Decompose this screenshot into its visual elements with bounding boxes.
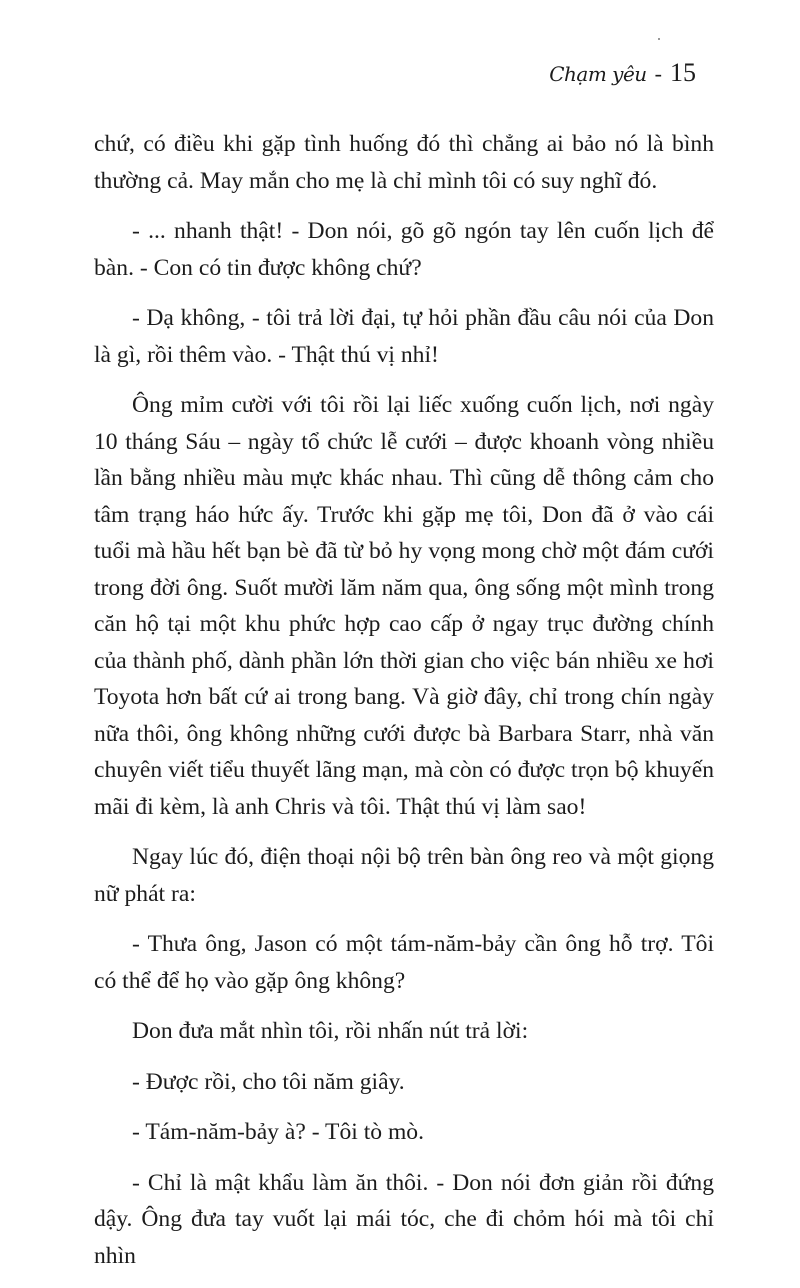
paragraph: - Thưa ông, Jason có một tám-năm-bảy cần ông hỗ trợ. Tôi có thể để họ vào gặp ông không?	[94, 931, 714, 994]
paragraph: chứ, có điều khi gặp tình huống đó thì chẳng ai bảo nó là bình thường cả. May mắn cho mẹ là chỉ mình tôi có suy nghĩ đó.	[94, 131, 714, 194]
paper-speck	[658, 38, 660, 40]
paragraph: Ông mỉm cười với tôi rồi lại liếc xuống cuốn lịch, nơi ngày 10 tháng Sáu – ngày tổ chức lễ cưới – được khoanh vòng nhiều lần bằng nhiều màu mực khác nhau. Thì cũng dễ thông cảm cho tâm trạng háo hức ấy. Trước khi gặp mẹ tôi, Don đã ở vào cái tuổi mà hầu hết bạn bè đã từ bỏ hy vọng mong chờ một đám cưới trong đời ông. Suốt mười lăm năm qua, ông sống một mình trong căn hộ tại một khu phức hợp cao cấp ở ngay trục đường chính của thành phố, dành phần lớn thời gian cho việc bán nhiều xe hơi Toyota hơn bất cứ ai trong bang. Và giờ đây, chỉ trong chín ngày nữa thôi, ông không những cưới được bà Barbara Starr, nhà văn chuyên viết tiểu thuyết lãng mạn, mà còn có được trọn bộ khuyến mãi đi kèm, là anh Chris và tôi. Thật thú vị làm sao!	[94, 392, 714, 820]
page-number: 15	[670, 58, 696, 87]
running-header	[549, 58, 696, 88]
header-separator: -	[654, 61, 662, 86]
paragraph: - Dạ không, - tôi trả lời đại, tự hỏi phần đầu câu nói của Don là gì, rồi thêm vào. - Thật thú vị nhỉ!	[94, 305, 714, 368]
page-body	[94, 126, 714, 1288]
running-title: Chạm yêu	[549, 62, 647, 86]
paragraph: Ngay lúc đó, điện thoại nội bộ trên bàn ông reo và một giọng nữ phát ra:	[94, 844, 714, 907]
paragraph: - Tám-năm-bảy à? - Tôi tò mò.	[132, 1119, 424, 1145]
paragraph: - Chỉ là mật khẩu làm ăn thôi. - Don nói đơn giản rồi đứng dậy. Ông đưa tay vuốt lại mái tóc, che đi chỏm hói mà tôi chỉ nhìn	[94, 1169, 714, 1269]
paragraph: - ... nhanh thật! - Don nói, gõ gõ ngón tay lên cuốn lịch để bàn. - Con có tin được không chứ?	[94, 218, 714, 281]
paragraph: Don đưa mắt nhìn tôi, rồi nhấn nút trả lời:	[132, 1018, 529, 1044]
paragraph: - Được rồi, cho tôi năm giây.	[132, 1068, 405, 1095]
